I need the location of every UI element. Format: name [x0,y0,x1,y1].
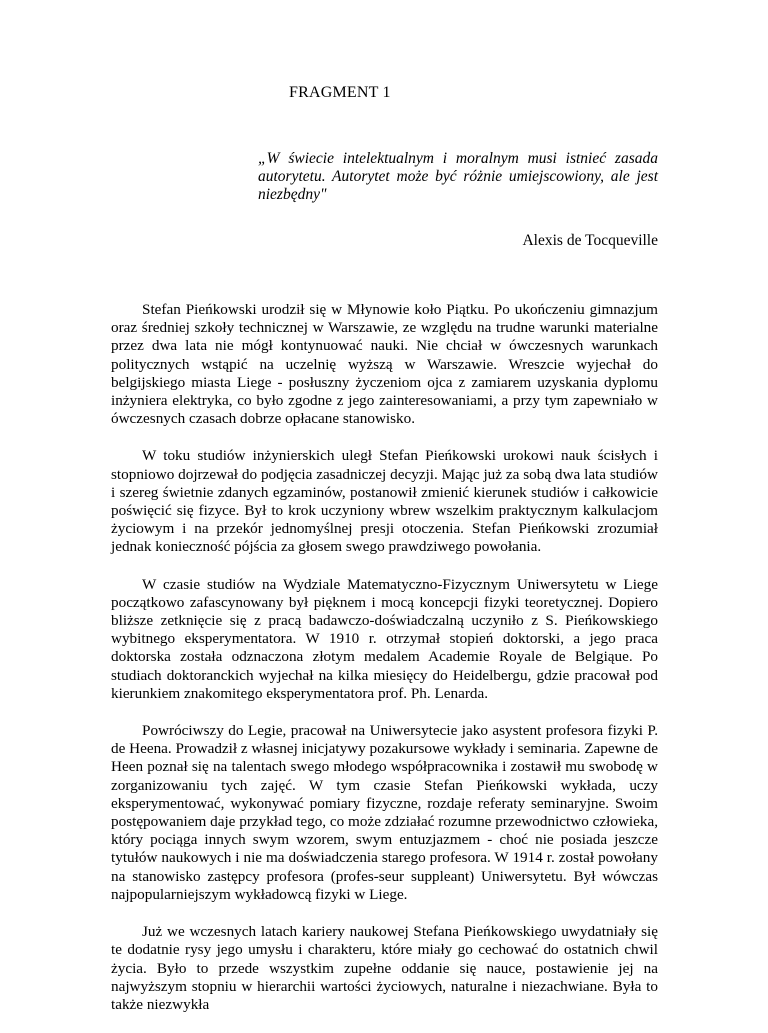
paragraph: Powróciwszy do Legie, pracował na Uniwersytecie jako asystent profesora fizyki P. de Heena. Prowadził z własnej inicjatywy pozakursowe wykłady i seminaria. Zapewne de Heen poznał się na talentach swego młodego współpracownika i zostawił mu swobodę w zorganizowaniu tych zajęć. W tym czasie Stefan Pieńkowski wykłada, uczy eksperymentować, wykonywać pomiary fizyczne, rozdaje referaty seminaryjne. Swoim postępowaniem daje przykład tego, co może zdziałać rozumne przewodnictwo człowieka, który pociąga innych swym wzorem, swym entuzjazmem - choć nie posiada jeszcze tytułów naukowych i nie ma doświadczenia starego profesora. W 1914 r. został powołany na stanowisko zastępcy profesora (profes-seur suppleant) Uniwersytetu. Był wówczas najpopularniejszym wykładowcą fizyki w Liege. [111,722,658,903]
paragraph: Stefan Pieńkowski urodził się w Młynowie koło Piątku. Po ukończeniu gimnazjum oraz średniej szkoły technicznej w Warszawie, ze względu na trudne warunki materialne przez dwa lata nie mógł kontynuować nauki. Nie chciał w ówczesnych warunkach politycznych wstąpić na uczelnię wyższą w Warszawie. Wreszcie wyjechał do belgijskiego miasta Liege - posłuszny życzeniom ojca z zamiarem uzyskania dyplomu inżyniera elektryka, co było zgodne z jego zainteresowaniami, a przy tym zapewniało w ówczesnych czasach dobrze opłacane stanowisko. [111,301,658,428]
paragraph: Już we wczesnych latach kariery naukowej Stefana Pieńkowskiego uwydatniały się te dodatnie rysy jego umysłu i charakteru, które miały go cechować do ostatnich chwil życia. Było to przede wszystkim zupełne oddanie się nauce, postawienie jej na najwyższym stopniu w hierarchii wartości życiowych, naturalne i niezachwiane. Była to także niezwykła [111,923,658,1013]
section-heading: FRAGMENT 1 [289,84,391,101]
paragraph: W toku studiów inżynierskich uległ Stefan Pieńkowski urokowi nauk ścisłych i stopniowo dojrzewał do podjęcia zasadniczej decyzji. Mając już za sobą dwa lata studiów i szereg świetnie zdanych egzaminów, postanowił zmienić kierunek studiów i całkowicie poświęcić się fizyce. Był to krok uczyniony wbrew wszelkim praktycznym kalkulacjom życiowym i na przekór jednomyślnej presji otoczenia. Stefan Pieńkowski zrozumiał jednak konieczność pójścia za głosem swego prawdziwego powołania. [111,447,658,556]
epigraph-quote: „W świecie intelektualnym i moralnym musi istnieć zasada autorytetu. Autorytet może być różnie umiejscowiony, ale jest niezbędny" [258,150,658,203]
epigraph-author: Alexis de Tocqueville [522,232,658,249]
body-text [111,301,658,1033]
paragraph: W czasie studiów na Wydziale Matematyczno-Fizycznym Uniwersytetu w Liege początkowo zafascynowany był pięknem i mocą koncepcji fizyki teoretycznej. Dopiero bliższe zetknięcie się z pracą badawczo-doświadczalną uczyniło z S. Pieńkowskiego wybitnego eksperymentatora. W 1910 r. otrzymał stopień doktorski, a jego praca doktorska została odznaczona złotym medalem Academie Royale de Belgiąue. Po studiach doktoranckich wyjechał na kilka miesięcy do Heidelbergu, gdzie pracował pod kierunkiem znakomitego eksperymentatora prof. Ph. Lenarda. [111,575,658,702]
